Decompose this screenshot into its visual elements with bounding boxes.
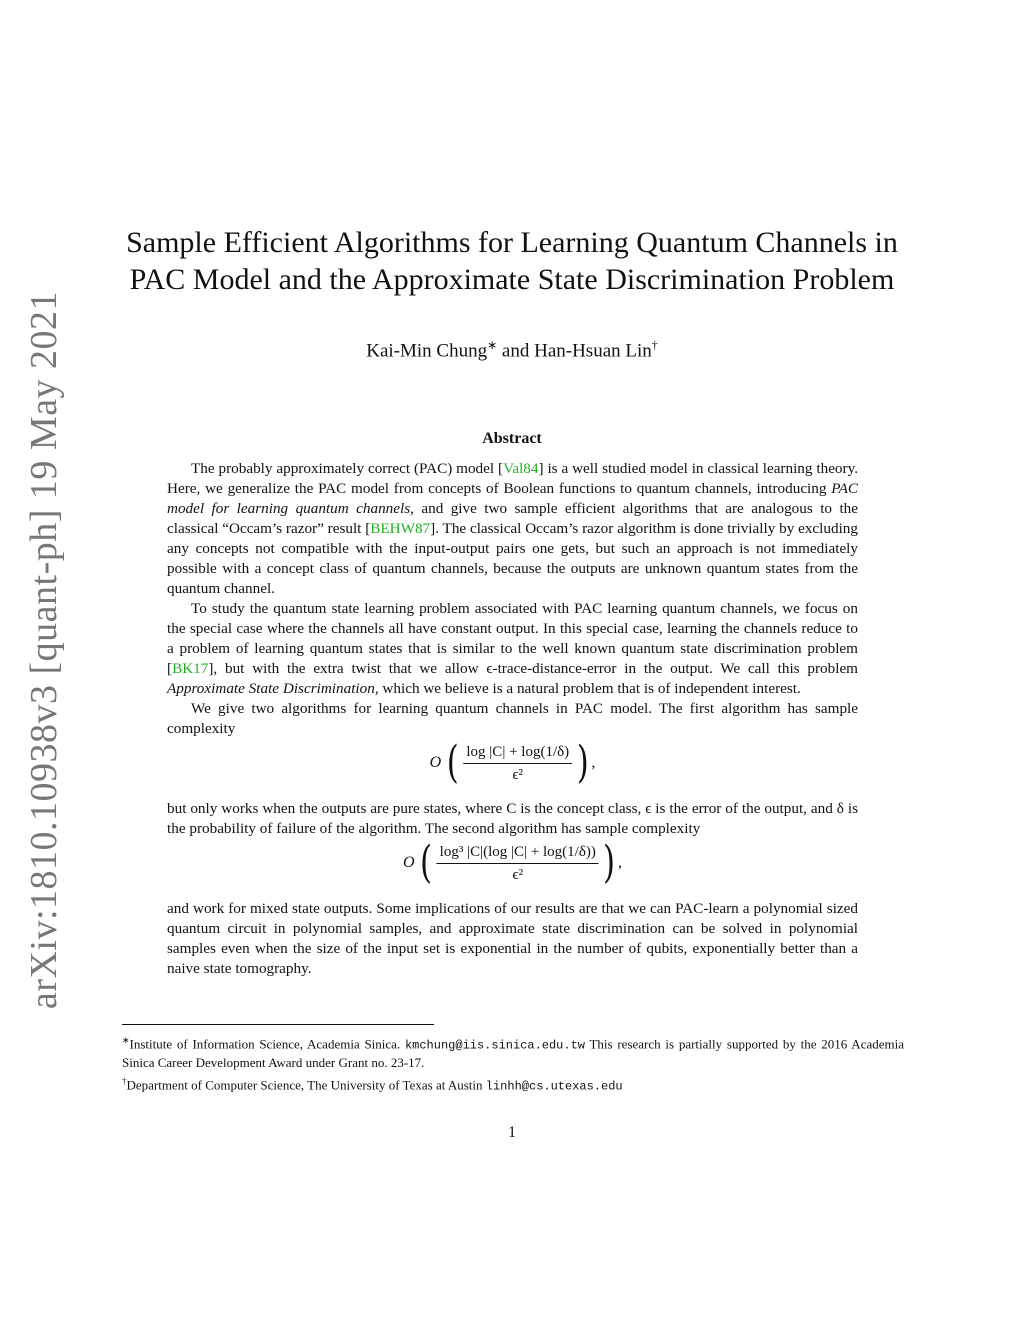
email-address[interactable]: kmchung@iis.sinica.edu.tw bbox=[404, 1038, 585, 1053]
author-list bbox=[90, 338, 934, 362]
arxiv-sidebar bbox=[14, 290, 74, 1010]
author-1-footnote-mark[interactable]: ∗ bbox=[487, 338, 498, 352]
abstract-paragraph-5: and work for mixed state outputs. Some implications of our results are that we can PAC-learn a polynomial sized quantum circuit in polynomial samples, and approximate state discrimination can be solved in polynomial samples even when the size of the input set is exponential in the number of qubits, exponentially better than a naive state tomography. bbox=[167, 900, 858, 977]
abstract-paragraph-4: but only works when the outputs are pure states, where C is the concept class, ϵ is the error of the output, and δ is the probability of failure of the algorithm. The second algorithm has sample complexity bbox=[167, 800, 858, 837]
emphasis-text: Approximate State Discrimination bbox=[167, 680, 375, 697]
footnote-text: This research is partially supported by the 2016 Academia Sinica Career Development Award under Grant no. 23-17. bbox=[122, 1036, 904, 1071]
abstract-paragraph-2 bbox=[167, 599, 858, 699]
text-run: The probably approximately correct (PAC) model [ bbox=[191, 460, 504, 477]
text-run: To study the quantum state learning problem associated with PAC learning quantum channels, we focus on the special case where the channels all have constant output. In this special case, learning the channels reduce to a problem of learning quantum states that is similar to the well known quantum state discrimination problem [ bbox=[167, 600, 858, 677]
footnote-text: Department of Computer Science, The University of Texas at Austin bbox=[126, 1077, 486, 1093]
authors-conjunction: and bbox=[497, 340, 535, 362]
left-paren: ( bbox=[446, 737, 459, 788]
abstract-paragraph-3: We give two algorithms for learning quantum channels in PAC model. The first algorithm has sample complexity bbox=[167, 700, 858, 737]
fraction bbox=[437, 842, 599, 885]
title-line-2: PAC Model and the Approximate State Discrimination Problem bbox=[129, 263, 895, 296]
right-paren: ) bbox=[576, 737, 589, 788]
big-o-symbol: O bbox=[402, 854, 415, 871]
fraction-denominator: ϵ² bbox=[512, 866, 524, 883]
equation-1 bbox=[167, 739, 858, 799]
abstract-heading: Abstract bbox=[482, 430, 542, 447]
citation-link-val84[interactable]: Val84 bbox=[503, 460, 539, 477]
right-paren: ) bbox=[603, 837, 616, 888]
fraction bbox=[463, 742, 572, 785]
arxiv-identifier: arXiv:1810.10938v3 [quant-ph] 19 May 2021 bbox=[23, 290, 65, 1010]
text-run: ] is a well studied model in classical learning theory. Here, we generalize the PAC model from concepts of Boolean functions to quantum channels, introducing bbox=[167, 460, 858, 497]
author-2-footnote-mark[interactable]: † bbox=[651, 338, 658, 352]
footnote-mark: † bbox=[122, 1076, 127, 1087]
fraction-denominator: ϵ² bbox=[512, 766, 524, 783]
paper-title bbox=[90, 224, 934, 298]
citation-link-behw87[interactable]: BEHW87 bbox=[370, 520, 431, 537]
text-run: , and give two sample efficient algorithms that are analogous to the classical “Occam’s razor” result [ bbox=[167, 500, 858, 537]
author-2: Han-Hsuan Lin bbox=[534, 340, 652, 362]
abstract-body bbox=[167, 459, 858, 979]
equation-trail: , bbox=[591, 754, 596, 771]
equation-trail: , bbox=[618, 854, 623, 871]
left-paren: ( bbox=[420, 837, 433, 888]
footnote-divider bbox=[122, 1024, 434, 1025]
abstract-paragraph-1 bbox=[167, 459, 858, 599]
page-number: 1 bbox=[508, 1124, 516, 1141]
email-address[interactable]: linhh@cs.utexas.edu bbox=[485, 1079, 623, 1094]
footnote-text: Institute of Information Science, Academia Sinica. bbox=[129, 1036, 405, 1052]
title-line-1: Sample Efficient Algorithms for Learning Quantum Channels in bbox=[126, 226, 898, 259]
citation-link-bk17[interactable]: BK17 bbox=[172, 660, 209, 677]
text-run: , which we believe is a natural problem that is of independent interest. bbox=[374, 680, 801, 697]
fraction-numerator: log |C| + log(1/δ) bbox=[463, 742, 572, 764]
author-1: Kai-Min Chung bbox=[366, 340, 488, 362]
footnote-2 bbox=[122, 1072, 904, 1095]
fraction-numerator: log³ |C|(log |C| + log(1/δ)) bbox=[437, 842, 599, 864]
big-o-symbol: O bbox=[429, 754, 442, 771]
text-run: ], but with the extra twist that we allow ϵ-trace-distance-error in the output. We call this problem bbox=[208, 660, 858, 677]
footnote-1 bbox=[122, 1031, 904, 1072]
equation-2 bbox=[167, 839, 858, 899]
text-run: ]. The classical Occam’s razor algorithm is done trivially by excluding any concepts not compatible with the input-output pairs one gets, but such an approach is not immediately possible with a concept class of quantum channels, because the outputs are unknown quantum states from the quantum channel. bbox=[167, 520, 858, 597]
emphasis-text: PAC model for learning quantum channels bbox=[167, 480, 858, 517]
footnotes bbox=[122, 1024, 904, 1096]
footnote-mark: ∗ bbox=[122, 1035, 130, 1045]
